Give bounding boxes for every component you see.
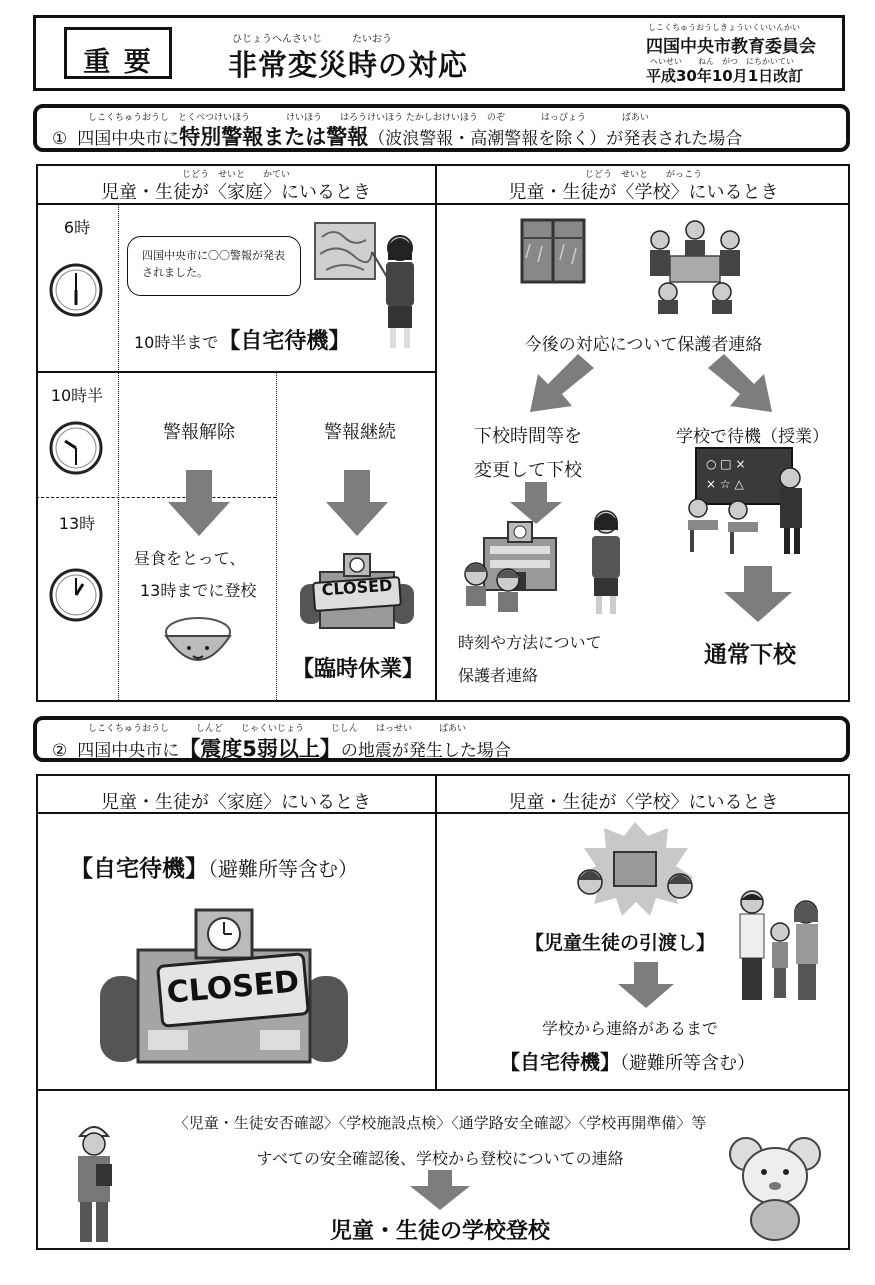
future-contact: 今後の対応について保護者連絡 xyxy=(524,335,763,355)
change-time-1: 下校時間等を xyxy=(474,426,582,447)
rice-bowl-illustration xyxy=(162,614,234,676)
inspector-worker-illustration xyxy=(70,1118,118,1244)
time-13: 13時 xyxy=(58,514,96,533)
arrow-down-icon xyxy=(410,1170,470,1210)
wait-until: 10時半まで【自宅待機】 xyxy=(134,329,351,354)
normal-leave: 通常下校 xyxy=(704,642,796,668)
alert-lifted: 警報解除 xyxy=(163,422,235,443)
clock-13-icon xyxy=(48,567,104,623)
contact-method-1: 時刻や方法について xyxy=(458,633,602,652)
org-ruby: しこくちゅうおうしきょういくいいんかい xyxy=(648,23,800,32)
classroom-illustration xyxy=(680,448,814,558)
divider xyxy=(36,497,276,498)
org-name: 四国中央市教育委員会 xyxy=(646,37,816,57)
arrow-down-icon xyxy=(168,470,230,536)
title-ruby: ひじょうへんさいじ たいおう xyxy=(232,34,392,45)
weather-map-illustration xyxy=(314,222,376,280)
safety-checks: 〈児童・生徒安否確認〉〈学校施設点検〉〈通学路安全確認〉〈学校再開準備〉等 xyxy=(173,1114,707,1132)
closed-sign-large: CLOSED xyxy=(165,964,301,1011)
temp-closure: 【臨時休業】 xyxy=(291,657,424,682)
clock-1030-icon xyxy=(48,420,104,476)
divider xyxy=(118,205,119,702)
section1-ruby: しこくちゅうおうし とくべつけいほう けいほう はろうけいほう たかしおけいほう のぞ はっぴょう ばあい xyxy=(88,113,649,123)
home-header: 児童・生徒が〈家庭〉にいるとき xyxy=(101,182,371,203)
divider xyxy=(276,373,277,702)
teachers-meeting-illustration xyxy=(640,216,750,316)
arrow-down-right-icon xyxy=(708,354,774,414)
clock-6-icon xyxy=(48,262,104,318)
school-header-2: 児童・生徒が〈学校〉にいるとき xyxy=(508,792,779,813)
home-header-2: 児童・生徒が〈家庭〉にいるとき xyxy=(101,792,371,813)
children-illustration xyxy=(458,560,530,616)
earthquake-school-illustration xyxy=(570,822,700,918)
section2-number: ② xyxy=(52,741,68,761)
arrow-down-icon xyxy=(724,566,792,622)
lunch-text: 昼食をとって、 xyxy=(134,549,246,568)
go-school-text: 13時までに登校 xyxy=(140,581,257,600)
alert-continue: 警報継続 xyxy=(324,422,396,443)
ruby: じどう せいと がっこう xyxy=(584,170,702,180)
section1-number: ① xyxy=(52,129,68,149)
wait-at-school: 学校で待機（授業） xyxy=(676,427,829,447)
presenter-illustration xyxy=(368,232,428,352)
parent-phone-illustration xyxy=(586,508,626,616)
section2-text: ② 四国中央市に【震度5弱以上】の地震が発生した場合 xyxy=(52,737,511,761)
arrow-down-icon xyxy=(618,962,674,1008)
mascot-mouse-illustration xyxy=(728,1130,822,1242)
arrow-down-icon xyxy=(326,470,388,536)
school-header: 児童・生徒が〈学校〉にいるとき xyxy=(508,182,779,203)
contact-method-2: 保護者連絡 xyxy=(458,666,539,685)
section2-ruby: しこくちゅうおうし しんど じゃくいじょう じしん はっせい ばあい xyxy=(88,724,467,734)
svg-text:× ☆ △: × ☆ △ xyxy=(706,477,744,491)
svg-text:○ □ ×: ○ □ × xyxy=(706,457,746,471)
date-ruby: へいせい ねん がつ にちかいてい xyxy=(650,57,794,66)
change-time-2: 変更して下校 xyxy=(474,460,582,481)
divider xyxy=(36,1089,850,1091)
school-wait-2: 【自宅待機】（避難所等含む） xyxy=(500,1050,755,1074)
home-wait-2: 【自宅待機】（避難所等含む） xyxy=(70,856,358,882)
storm-window-illustration xyxy=(520,218,586,284)
divider xyxy=(36,371,436,373)
until-contact: 学校から連絡があるまで xyxy=(541,1019,718,1038)
revision-date: 平成30年10月1日改訂 xyxy=(646,67,804,85)
section1-text: ① 四国中央市に特別警報または警報（波浪警報・高潮警報を除く）が発表された場合 xyxy=(52,125,743,149)
time-1030: 10時半 xyxy=(50,386,104,405)
ruby: じどう せいと かてい xyxy=(181,170,290,180)
after-checks: すべての安全確認後、学校から登校についての連絡 xyxy=(256,1149,624,1168)
arrow-down-icon xyxy=(510,482,562,524)
handover: 【児童生徒の引渡し】 xyxy=(524,932,715,954)
time-6: 6時 xyxy=(63,218,91,237)
page-title: 非常変災時の対応 xyxy=(228,48,469,82)
speech-bubble: 四国中央市に〇〇警報が発表されました。 xyxy=(127,236,301,296)
important-badge: 重 要 xyxy=(64,27,172,79)
divider xyxy=(435,164,437,702)
final-return: 児童・生徒の学校登校 xyxy=(329,1219,550,1244)
divider xyxy=(435,774,437,1090)
closed-sign: CLOSED xyxy=(321,575,393,600)
arrow-down-left-icon xyxy=(528,354,594,414)
